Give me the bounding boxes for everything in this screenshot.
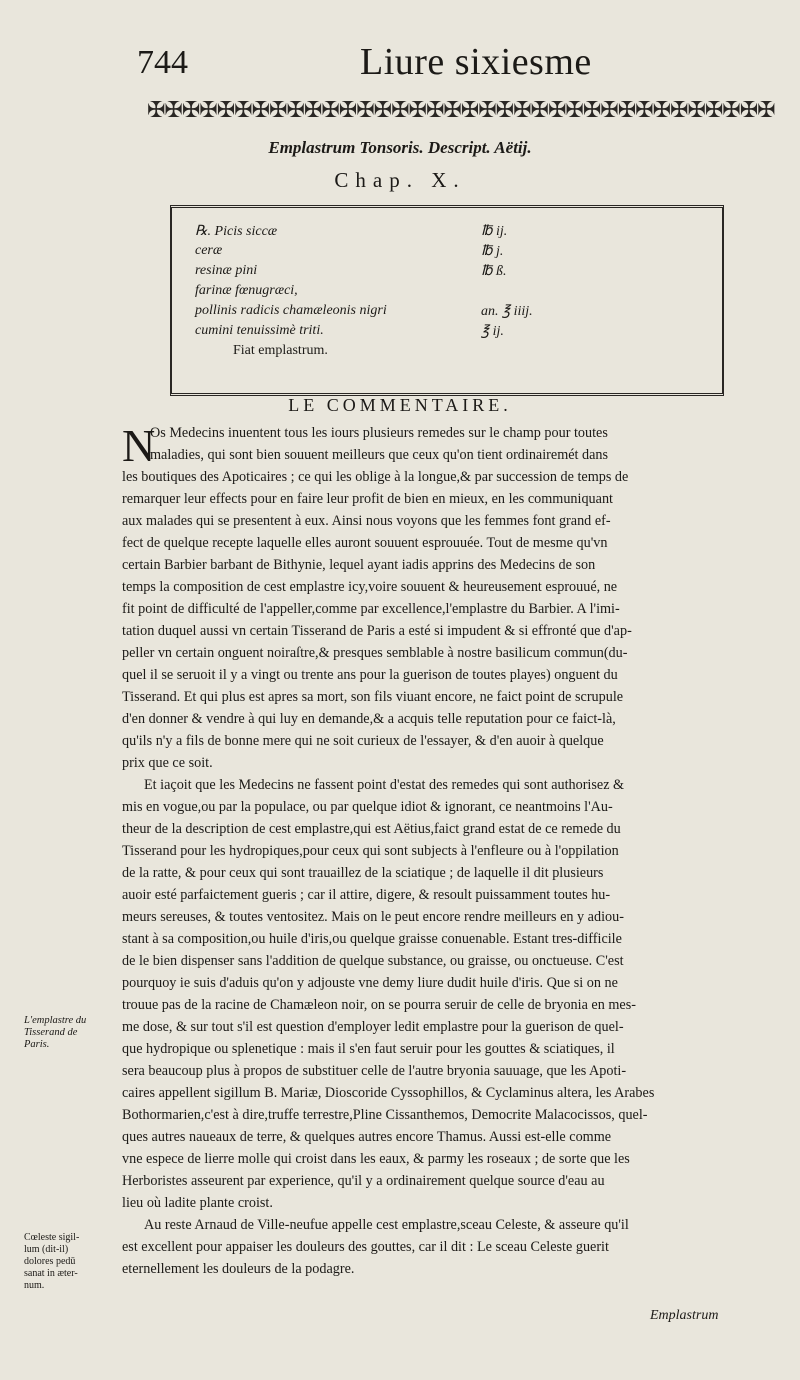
text-line: meurs sereuses, & toutes ventositez. Mais on le peut encore rendre meilleurs en y adiou- <box>122 909 624 925</box>
text-line: theur de la description de cest emplastre,qui est Aëtius,faict grand estat de ce remede du <box>122 821 621 837</box>
text-line: de le bien dispenser sans l'addition de quelque substance, ou graisse, ou onctueuse. C'est <box>122 953 624 969</box>
ingredient-quantity: an. ℥ iiij. <box>481 304 533 319</box>
chapter-heading: Chap. X. <box>334 168 466 192</box>
text-line: vne espece de lierre molle qui croist dans les eaux, & parmy les roseaux ; de sorte que les <box>122 1151 630 1167</box>
text-line: sera beaucoup plus à propos de substituer celle de l'autre bryonia sauuage, que les Apoti- <box>122 1063 627 1079</box>
recipe-line <box>195 303 695 323</box>
text-line: trouue pas de la racine de Chamæleon noir, on se pourra seruir de celle de bryonia en mes- <box>122 997 636 1013</box>
text-line: fit point de difficulté de l'appeller,comme par excellence,l'emplastre du Barbier. A l'imi- <box>122 601 620 617</box>
text-line: caires appellent sigillum B. Mariæ, Dioscoride Cyssophillos, & Cyclaminus altera, les Arabes <box>122 1085 655 1101</box>
margin-note-line: sanat in æter- <box>24 1268 78 1279</box>
text-line: pourquoy ie suis d'aduis qu'on y adjouste vne demy liure dudit huile d'iris. Que si on ne <box>122 975 618 991</box>
ingredient-quantity: ℔ j. <box>481 244 504 259</box>
text-line: quel il se seruoit il y a vingt ou trente ans pour la guerison de toutes playes) onguent du <box>122 667 618 683</box>
recipe-line <box>195 283 695 303</box>
ornament-band: ✠✠✠✠✠✠✠✠✠✠✠✠✠✠✠✠✠✠✠✠✠✠✠✠✠✠✠✠✠✠✠✠✠✠✠✠ <box>147 98 775 123</box>
text-line: Tisserand. Et qui plus est apres sa mort, son fils viuant encore, ne faict point de scrupule <box>122 689 624 705</box>
text-line: fect de quelque recepte laquelle elles auront souuent esprouuée. Tout de mesme qu'vn <box>122 535 608 551</box>
ingredient-quantity: ℔ ß. <box>481 264 507 279</box>
recipe-line <box>195 223 695 243</box>
text-line: maladies, qui sont bien souuent meilleurs que ceux qu'on tient ordinairemét dans <box>150 447 609 463</box>
ingredient-name: ℞. Picis siccæ <box>195 224 278 239</box>
ingredient-name: farinæ fœnugræci, <box>195 283 298 298</box>
ingredient-name: cumini tenuissimè triti. <box>195 323 324 338</box>
text-line: lieu où ladite plante croist. <box>122 1195 273 1211</box>
text-line: prix que ce soit. <box>122 755 213 771</box>
text-line: tation duquel aussi vn certain Tisserand de Paris a esté si impudent & si effronté que d'ap- <box>122 623 632 639</box>
text-line: Et iaçoit que les Medecins ne fassent point d'estat des remedes qui sont authorisez & <box>144 777 625 793</box>
text-line: de la ratte, & pour ceux qui sont trauaillez de la sciatique ; de laquelle il dit plusieurs <box>122 865 604 881</box>
recipe-heading: Emplastrum Tonsoris. Descript. Aëtij. <box>268 138 532 157</box>
text-line: eternellement les douleurs de la podagre. <box>122 1261 355 1277</box>
drop-cap: N <box>122 420 156 471</box>
margin-note-line: dolores pedū <box>24 1256 76 1267</box>
recipe-line <box>195 323 695 343</box>
recipe-line <box>195 243 695 263</box>
margin-note-line: Tisserand de <box>24 1027 78 1038</box>
text-line: les boutiques des Apoticaires ; ce qui les oblige à la longue,& par succession de temps de <box>122 469 629 485</box>
ingredient-quantity: ℥ ij. <box>481 324 504 339</box>
text-line: aux malades qui se presentent à eux. Ainsi nous voyons que les femmes font grand ef- <box>122 513 611 529</box>
page-header <box>0 41 800 94</box>
margin-note-line: Cœleste sigil- <box>24 1232 80 1243</box>
margin-note-line: lum (dit-il) <box>24 1244 69 1255</box>
ingredient-name: resinæ pini <box>195 263 258 278</box>
text-line: qu'ils n'y a fils de bonne mere qui ne soit curieux de l'essayer, & d'en auoir à quelque <box>122 733 604 749</box>
text-line: que hydropique ou splenetique : mais il s'en faut seruir pour les gouttes & sciatiques, il <box>122 1041 615 1057</box>
ingredient-name: ceræ <box>195 243 223 258</box>
text-line: Au reste Arnaud de Ville-neufue appelle cest emplastre,sceau Celeste, & asseure qu'il <box>144 1217 629 1233</box>
catchword: Emplastrum <box>650 1308 719 1323</box>
text-line: auoir esté parfaictement gueris ; car il attire, digere, & resoult puissamment toutes hu- <box>122 887 611 903</box>
commentary-heading: LE COMMENTAIRE. <box>288 395 512 415</box>
page-number: 744 <box>137 44 188 81</box>
margin-note-sigillum <box>24 1232 119 1292</box>
text-line: Bothormarien,c'est à dire,truffe terrestre,Pline Cissanthemos, Democrite Malacocissos, quel- <box>122 1107 648 1123</box>
text-line: stant à sa composition,ou huile d'iris,ou quelque graisse conuenable. Estant tres-difficile <box>122 931 622 947</box>
text-line: Tisserand pour les hydropiques,pour ceux qui sont subjects à l'enfleure ou à l'oppilation <box>122 843 619 859</box>
text-line: Os Medecins inuentent tous les iours plusieurs remedes sur le champ pour toutes <box>150 425 608 441</box>
recipe-line <box>195 263 695 283</box>
text-line: d'en donner & vendre à qui luy en demande,& a acquis telle reputation pour ce faict-là, <box>122 711 616 727</box>
text-line: remarquer leur effects pour en faire leur profit de bien en mieux, en les communiquant <box>122 491 613 507</box>
text-line: ques autres naueaux de terre, & quelques autres encore Thamus. Aussi est-elle comme <box>122 1129 612 1145</box>
margin-note-line: Paris. <box>24 1039 50 1050</box>
recipe-list <box>195 223 695 363</box>
ingredient-name: pollinis radicis chamæleonis nigri <box>195 303 387 318</box>
text-line: Herboristes asseurent par experience, qu'il y a ordinairement quelque source d'eau au <box>122 1173 605 1189</box>
margin-note-line: L'emplastre du <box>24 1015 87 1026</box>
margin-note-line: num. <box>24 1280 45 1291</box>
text-line: peller vn certain onguent noiraſtre,& presques semblable à nostre basilicum commun(du- <box>122 645 628 661</box>
text-line: certain Barbier barbant de Bithynie, lequel ayant iadis apprins des Medecins de son <box>122 557 596 573</box>
ingredient-quantity: ℔ ij. <box>481 224 508 239</box>
margin-note-tisserand <box>24 1015 119 1051</box>
text-line: me dose, & sur tout s'il est question d'employer ledit emplastre pour la guerison de quel- <box>122 1019 624 1035</box>
text-line: est excellent pour appaiser les douleurs des gouttes, car il dit : Le sceau Celeste guerit <box>122 1239 609 1255</box>
recipe-instruction: Fiat emplastrum. <box>233 343 328 358</box>
text-line: temps la composition de cest emplastre icy,voire souuent & heureusement esprouué, ne <box>122 579 618 595</box>
text-line: mis en vogue,ou par la populace, ou par quelque idiot & ignorant, ce neantmoins l'Au- <box>122 799 613 815</box>
running-title: Liure sixiesme <box>360 41 592 83</box>
commentary-text <box>122 422 717 1280</box>
